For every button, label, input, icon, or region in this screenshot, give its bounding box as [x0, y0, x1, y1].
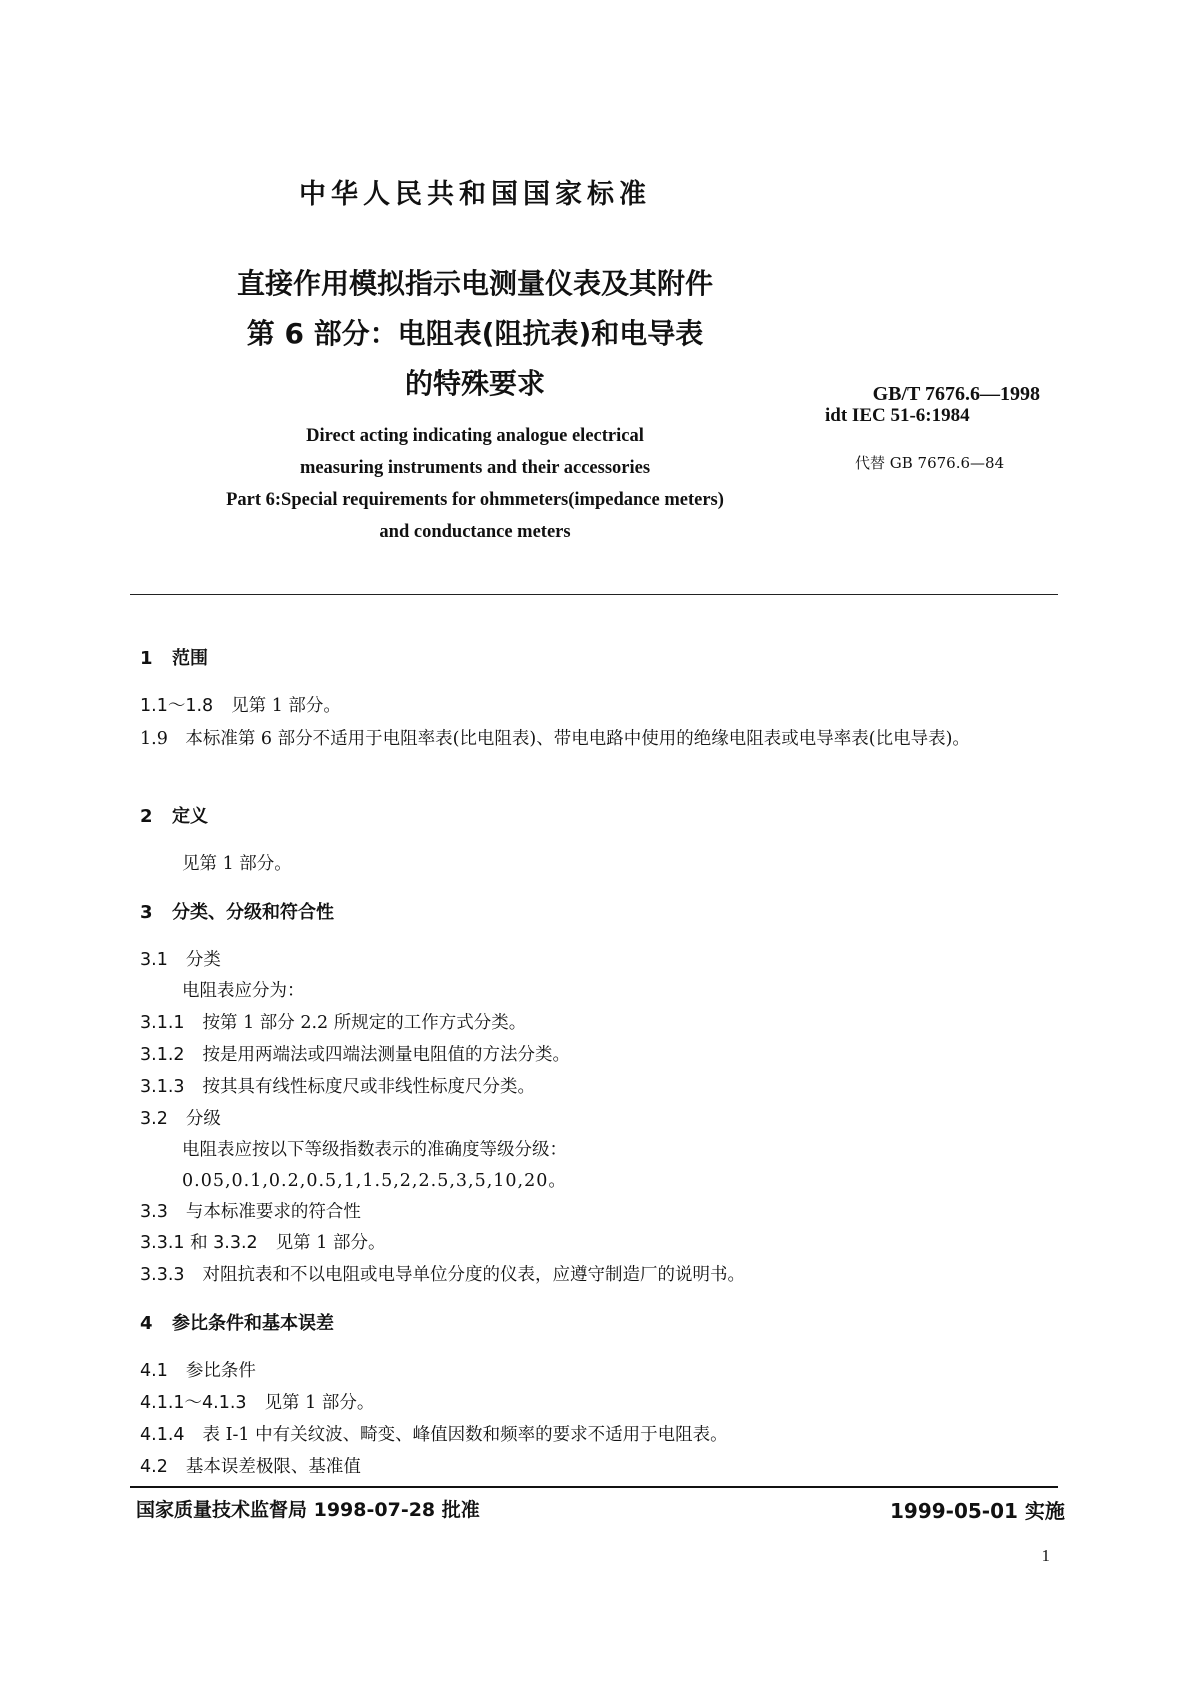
clause-text: 见第 1 部分。 — [264, 1393, 375, 1413]
clause — [140, 1453, 361, 1478]
header-divider — [130, 594, 1058, 595]
clause-text: 见第 1 部分。 — [231, 696, 341, 716]
footer-divider — [130, 1486, 1058, 1488]
section-title: 定义 — [172, 806, 208, 827]
section-heading — [140, 802, 208, 828]
standard-code: GB/T 7676.6—1998 — [872, 383, 1040, 405]
section-number: 1 — [140, 648, 153, 669]
clause-text: 对阻抗表和不以电阻或电导单位分度的仪表，应遵守制造厂的说明书。 — [202, 1265, 746, 1285]
clause — [140, 1105, 221, 1130]
section-heading — [140, 898, 334, 924]
clause — [140, 1009, 526, 1034]
clause-number: 4.1.4 — [140, 1425, 185, 1445]
title-cn-line-1: 直接作用模拟指示电测量仪表及其附件 — [236, 267, 713, 300]
clause — [140, 1073, 535, 1098]
effective-date: 1999-05-01 实施 — [890, 1499, 1065, 1523]
clause-text: 分类 — [185, 950, 221, 970]
title-en-line-1: Direct acting indicating analogue electrical — [306, 426, 644, 446]
clause-text: 表 I-1 中有关纹波、畸变、峰值因数和频率的要求不适用于电阻表。 — [202, 1425, 728, 1445]
clause-number: 3.1.1 — [140, 1013, 185, 1033]
clause-number: 4.2 — [140, 1457, 168, 1477]
page-number: 1 — [1041, 1546, 1050, 1565]
clause-text: 电阻表应按以下等级指数表示的准确度等级分级： — [182, 1140, 567, 1160]
clause — [140, 1357, 256, 1382]
title-en-line-2: measuring instruments and their accessories — [299, 458, 651, 478]
clause — [140, 1198, 361, 1223]
clause — [140, 946, 221, 971]
section-title: 范围 — [172, 648, 208, 669]
clause-number: 3.2 — [140, 1109, 168, 1129]
section-number: 3 — [140, 902, 153, 923]
clause — [140, 1421, 728, 1446]
clause-number: 1.1～1.8 — [140, 696, 214, 716]
clause-number: 3.1 — [140, 950, 168, 970]
section-heading — [140, 644, 208, 670]
accuracy-class-values: 0.05,0.1,0.2,0.5,1,1.5,2,2.5,3,5,10,20。 — [182, 1171, 567, 1191]
national-standard-heading: 中华人民共和国国家标准 — [299, 179, 651, 210]
clause-text: 基本误差极限、基准值 — [185, 1457, 361, 1477]
clause-paragraph: 1.9 本标准第 6 部分不适用于电阻率表(比电阻表)、带电电路中使用的绝缘电阻表或电导率表(比电导表)。 — [140, 729, 970, 749]
clause — [140, 692, 341, 717]
clause-number: 3.1.2 — [140, 1045, 185, 1065]
clause-text: 与本标准要求的符合性 — [185, 1202, 361, 1222]
clause — [140, 1261, 745, 1286]
clause-text: 见第 1 部分。 — [275, 1233, 386, 1253]
clause-text: 参比条件 — [185, 1361, 256, 1381]
title-cn-line-3: 的特殊要求 — [404, 367, 545, 400]
clause-text: 分级 — [185, 1109, 221, 1129]
clause-number: 3.3 — [140, 1202, 168, 1222]
title-en-line-3: Part 6:Special requirements for ohmmeters(impedance meters) — [226, 490, 724, 510]
clause-text: 见第 1 部分。 — [182, 854, 292, 874]
section-title: 参比条件和基本误差 — [172, 1313, 334, 1334]
replaces-reference: 代替 GB 7676.6—84 — [855, 454, 1005, 472]
clause-number: 3.1.3 — [140, 1077, 185, 1097]
clause-number: 3.3.1 和 3.3.2 — [140, 1233, 258, 1253]
section-number: 2 — [140, 806, 153, 827]
clause — [140, 1389, 374, 1414]
clause-text: 按其具有线性标度尺或非线性标度尺分类。 — [202, 1077, 536, 1097]
clause-text: 电阻表应分为： — [182, 981, 305, 1001]
clause-number: 3.3.3 — [140, 1265, 185, 1285]
idt-reference: idt IEC 51-6:1984 — [825, 405, 970, 426]
title-en-line-4: and conductance meters — [379, 522, 571, 542]
section-title: 分类、分级和符合性 — [172, 902, 334, 923]
clause-text: 按是用两端法或四端法测量电阻值的方法分类。 — [202, 1045, 571, 1065]
clause-text: 按第 1 部分 2.2 所规定的工作方式分类。 — [202, 1013, 527, 1033]
section-heading — [140, 1309, 334, 1335]
clause — [140, 1041, 570, 1066]
approval-line: 国家质量技术监督局 1998-07-28 批准 — [136, 1499, 480, 1521]
clause — [140, 1229, 385, 1254]
title-cn-line-2: 第 6 部分：电阻表(阻抗表)和电导表 — [246, 317, 704, 350]
clause-number: 4.1 — [140, 1361, 168, 1381]
clause-number: 4.1.1～4.1.3 — [140, 1393, 247, 1413]
section-number: 4 — [140, 1313, 153, 1334]
